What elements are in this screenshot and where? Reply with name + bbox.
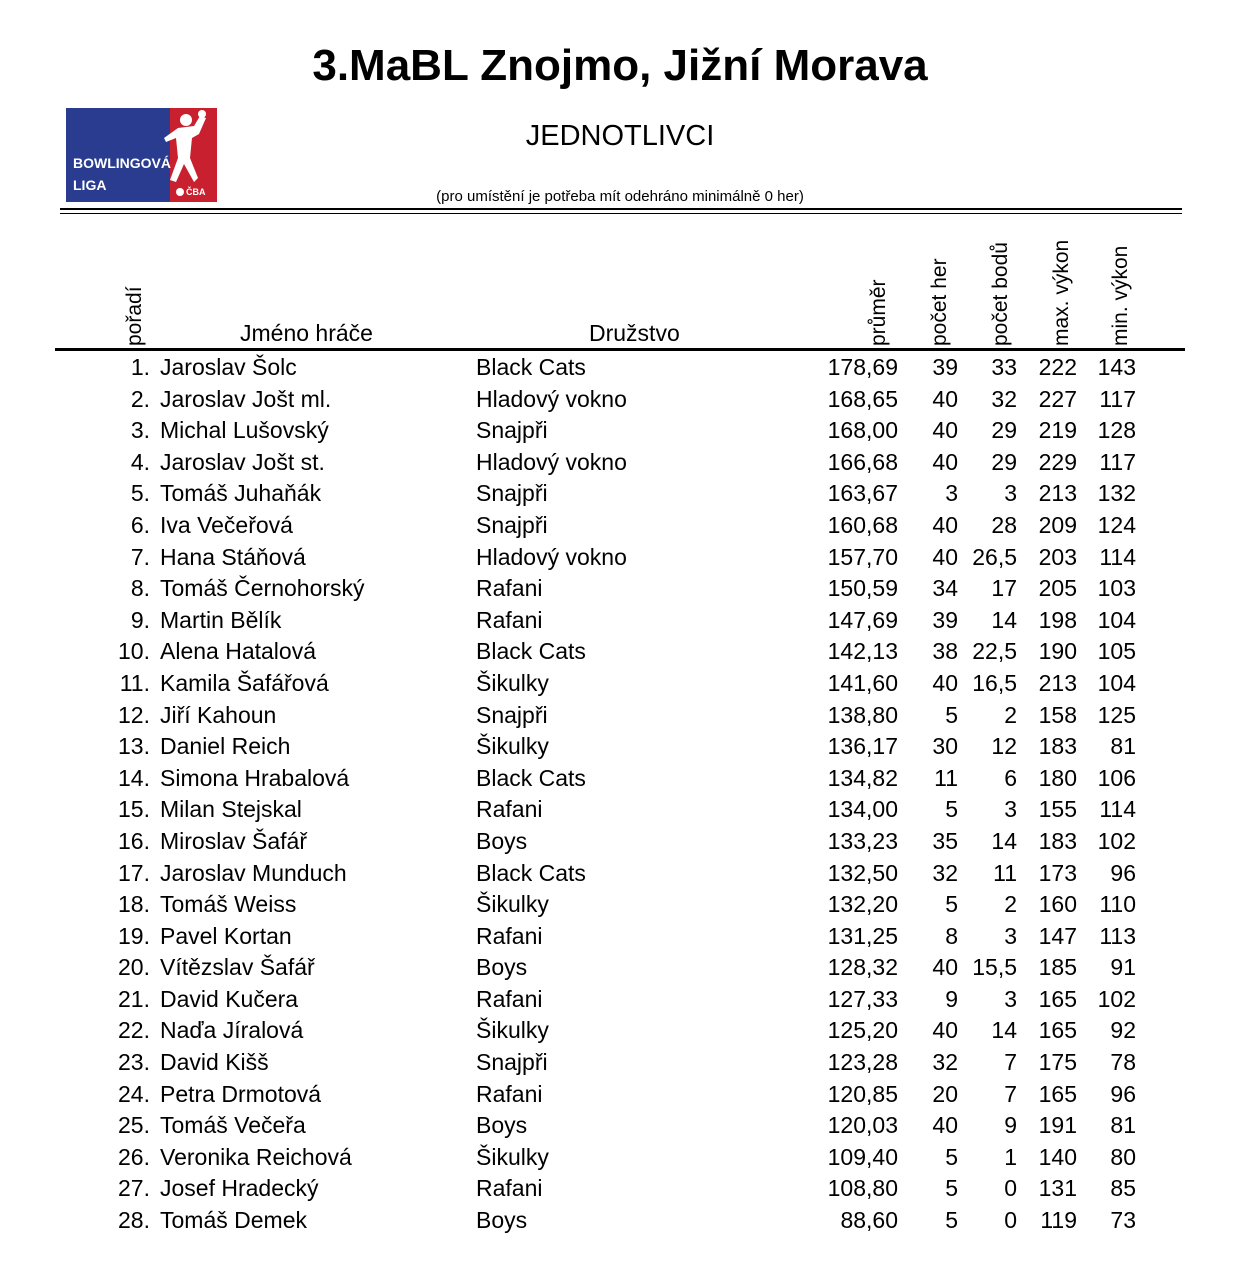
- average-cell: 147,69: [827, 606, 898, 633]
- team-cell: Hladový vokno: [476, 385, 627, 412]
- table-row: [0, 1047, 1234, 1079]
- min-score-cell: 81: [1110, 733, 1136, 760]
- average-cell: 88,60: [840, 1207, 898, 1234]
- games-cell: 39: [932, 354, 958, 380]
- table-row: [0, 858, 1234, 890]
- games-cell: 40: [932, 385, 958, 412]
- team-cell: Šikulky: [476, 733, 549, 760]
- average-cell: 150,59: [827, 575, 898, 602]
- max-score-cell: 222: [1038, 354, 1077, 380]
- rank-cell: 20.: [118, 954, 150, 981]
- points-cell: 22,5: [972, 638, 1017, 665]
- points-cell: 32: [991, 385, 1017, 412]
- max-score-cell: 165: [1038, 1080, 1077, 1107]
- points-cell: 0: [1004, 1207, 1017, 1234]
- team-cell: Boys: [476, 827, 528, 854]
- average-cell: 160,68: [827, 511, 898, 538]
- player-name-cell: Hana Stáňová: [160, 543, 306, 570]
- max-score-cell: 227: [1038, 385, 1077, 412]
- player-name-cell: Tomáš Juhaňák: [160, 480, 322, 507]
- team-cell: Boys: [476, 1207, 528, 1234]
- min-score-cell: 81: [1110, 1112, 1136, 1139]
- rank-cell: 15.: [118, 796, 150, 823]
- player-name-cell: Michal Lušovský: [160, 417, 329, 444]
- max-score-cell: 147: [1038, 922, 1077, 949]
- average-cell: 142,13: [827, 638, 898, 665]
- rank-cell: 10.: [118, 638, 150, 665]
- rank-cell: 14.: [118, 764, 150, 791]
- player-name-cell: Iva Večeřová: [160, 511, 293, 538]
- points-cell: 11: [993, 859, 1017, 886]
- table-row: [0, 794, 1234, 826]
- points-cell: 2: [1004, 701, 1017, 728]
- team-cell: Rafani: [476, 1175, 543, 1202]
- max-score-cell: 183: [1038, 827, 1077, 854]
- min-score-cell: 114: [1099, 796, 1136, 823]
- standings-table: [0, 352, 1234, 1237]
- games-cell: 40: [932, 954, 958, 981]
- rank-cell: 7.: [130, 543, 150, 570]
- rank-cell: 17.: [118, 859, 150, 886]
- col-header-rank: pořadí: [123, 286, 146, 346]
- average-cell: 136,17: [827, 733, 898, 760]
- player-name-cell: David Kišš: [160, 1049, 269, 1076]
- games-cell: 3: [945, 480, 958, 507]
- min-score-cell: 143: [1097, 354, 1136, 380]
- team-cell: Rafani: [476, 922, 543, 949]
- average-cell: 120,03: [827, 1112, 898, 1139]
- table-row: [0, 1079, 1234, 1111]
- player-name-cell: Martin Bělík: [160, 606, 282, 633]
- max-score-cell: 131: [1038, 1175, 1077, 1202]
- points-cell: 28: [991, 511, 1017, 538]
- games-cell: 34: [932, 575, 958, 602]
- max-score-cell: 190: [1038, 638, 1077, 665]
- average-cell: 163,67: [827, 480, 898, 507]
- player-name-cell: Simona Hrabalová: [160, 764, 350, 791]
- player-name-cell: Jaroslav Jošt ml.: [160, 385, 332, 412]
- games-cell: 40: [932, 543, 958, 570]
- max-score-cell: 155: [1038, 796, 1077, 823]
- average-cell: 141,60: [827, 669, 898, 696]
- team-cell: Rafani: [476, 575, 543, 602]
- games-cell: 32: [932, 1049, 958, 1076]
- team-cell: Snajpři: [476, 701, 548, 728]
- points-cell: 2: [1004, 891, 1017, 918]
- player-name-cell: Jiří Kahoun: [160, 701, 277, 728]
- player-name-cell: Alena Hatalová: [160, 638, 316, 665]
- games-cell: 40: [932, 1112, 958, 1139]
- rank-cell: 1.: [130, 354, 150, 380]
- team-cell: Rafani: [476, 985, 543, 1012]
- average-cell: 108,80: [827, 1175, 898, 1202]
- max-score-cell: 205: [1038, 575, 1077, 602]
- team-cell: Hladový vokno: [476, 448, 627, 475]
- average-cell: 128,32: [827, 954, 898, 981]
- player-name-cell: Jaroslav Jošt st.: [160, 448, 325, 475]
- points-cell: 7: [1004, 1049, 1017, 1076]
- games-cell: 32: [932, 859, 958, 886]
- games-cell: 30: [932, 733, 958, 760]
- team-cell: Šikulky: [476, 891, 549, 918]
- table-row: [0, 1110, 1234, 1142]
- max-score-cell: 158: [1038, 701, 1077, 728]
- table-row: [0, 510, 1234, 542]
- min-score-cell: 106: [1097, 764, 1136, 791]
- games-cell: 5: [945, 891, 958, 918]
- min-score-cell: 103: [1097, 575, 1136, 602]
- logo-badge: ČBA: [186, 187, 206, 197]
- player-name-cell: Tomáš Demek: [160, 1207, 307, 1234]
- points-cell: 16,5: [972, 669, 1017, 696]
- min-score-cell: 125: [1097, 701, 1136, 728]
- games-cell: 11: [934, 764, 958, 791]
- points-cell: 9: [1004, 1112, 1017, 1139]
- rank-cell: 26.: [118, 1143, 150, 1170]
- min-score-cell: 128: [1097, 417, 1136, 444]
- table-row: [0, 700, 1234, 732]
- table-row: [0, 415, 1234, 447]
- team-cell: Black Cats: [476, 859, 586, 886]
- average-cell: 168,65: [827, 385, 898, 412]
- col-header-min: min. výkon: [1109, 245, 1132, 346]
- team-cell: Snajpři: [476, 480, 548, 507]
- rank-cell: 18.: [118, 891, 150, 918]
- rank-cell: 8.: [130, 575, 150, 602]
- games-cell: 5: [945, 1207, 958, 1234]
- rank-cell: 13.: [118, 733, 150, 760]
- games-cell: 8: [945, 922, 958, 949]
- max-score-cell: 165: [1038, 985, 1077, 1012]
- points-cell: 14: [991, 827, 1017, 854]
- player-name-cell: Naďa Jíralová: [160, 1017, 304, 1044]
- max-score-cell: 140: [1038, 1143, 1077, 1170]
- max-score-cell: 213: [1038, 480, 1077, 507]
- min-score-cell: 73: [1110, 1207, 1136, 1234]
- rank-cell: 25.: [118, 1112, 150, 1139]
- points-cell: 3: [1004, 796, 1017, 823]
- table-row: [0, 573, 1234, 605]
- points-cell: 17: [991, 575, 1017, 602]
- games-cell: 5: [945, 1175, 958, 1202]
- min-score-cell: 91: [1110, 954, 1136, 981]
- page-title: 3.MaBL Znojmo, Jižní Morava: [312, 41, 928, 90]
- max-score-cell: 173: [1038, 859, 1077, 886]
- col-header-name: Jméno hráče: [240, 320, 373, 346]
- min-score-cell: 117: [1099, 385, 1136, 412]
- min-score-cell: 132: [1097, 480, 1136, 507]
- rank-cell: 21.: [118, 985, 150, 1012]
- average-cell: 134,82: [827, 764, 898, 791]
- team-cell: Black Cats: [476, 354, 586, 380]
- max-score-cell: 198: [1038, 606, 1077, 633]
- games-cell: 35: [932, 827, 958, 854]
- team-cell: Hladový vokno: [476, 543, 627, 570]
- team-cell: Black Cats: [476, 764, 586, 791]
- team-cell: Šikulky: [476, 1017, 549, 1044]
- max-score-cell: 175: [1038, 1049, 1077, 1076]
- player-name-cell: Josef Hradecký: [160, 1175, 319, 1202]
- logo-line-1: BOWLINGOVÁ: [73, 155, 171, 171]
- player-name-cell: Vítězslav Šafář: [160, 954, 315, 981]
- min-score-cell: 85: [1110, 1175, 1136, 1202]
- rank-cell: 23.: [118, 1049, 150, 1076]
- max-score-cell: 160: [1038, 891, 1077, 918]
- max-score-cell: 213: [1038, 669, 1077, 696]
- games-cell: 9: [945, 985, 958, 1012]
- average-cell: 133,23: [827, 827, 898, 854]
- table-row: [0, 763, 1234, 795]
- page-subtitle: JEDNOTLIVCI: [525, 120, 715, 152]
- games-cell: 40: [932, 511, 958, 538]
- player-name-cell: Jaroslav Munduch: [160, 859, 347, 886]
- team-cell: Boys: [476, 1112, 528, 1139]
- team-cell: Snajpři: [476, 417, 548, 444]
- min-score-cell: 80: [1110, 1143, 1136, 1170]
- table-row: [0, 384, 1234, 416]
- average-cell: 120,85: [827, 1080, 898, 1107]
- player-name-cell: Milan Stejskal: [160, 796, 302, 823]
- rank-cell: 27.: [118, 1175, 150, 1202]
- max-score-cell: 119: [1040, 1207, 1077, 1234]
- table-row: [0, 352, 1234, 384]
- games-cell: 40: [932, 1017, 958, 1044]
- table-row: [0, 984, 1234, 1016]
- max-score-cell: 180: [1038, 764, 1077, 791]
- table-row: [0, 478, 1234, 510]
- table-row: [0, 1205, 1234, 1237]
- average-cell: 127,33: [827, 985, 898, 1012]
- player-name-cell: Petra Drmotová: [160, 1080, 322, 1107]
- min-score-cell: 78: [1110, 1049, 1136, 1076]
- min-score-cell: 105: [1097, 638, 1136, 665]
- games-cell: 5: [945, 701, 958, 728]
- min-score-cell: 114: [1099, 543, 1136, 570]
- team-cell: Šikulky: [476, 1143, 549, 1170]
- average-cell: 134,00: [827, 796, 898, 823]
- points-cell: 12: [991, 733, 1017, 760]
- table-row: [0, 1173, 1234, 1205]
- col-header-points: počet bodů: [989, 242, 1012, 346]
- table-row: [0, 952, 1234, 984]
- games-cell: 20: [932, 1080, 958, 1107]
- rank-cell: 5.: [130, 480, 150, 507]
- points-cell: 0: [1004, 1175, 1017, 1202]
- player-name-cell: Veronika Reichová: [160, 1143, 352, 1170]
- min-score-cell: 96: [1110, 859, 1136, 886]
- table-row: [0, 447, 1234, 479]
- max-score-cell: 185: [1038, 954, 1077, 981]
- table-row: [0, 1015, 1234, 1047]
- games-cell: 40: [932, 448, 958, 475]
- team-cell: Snajpři: [476, 1049, 548, 1076]
- games-cell: 40: [932, 669, 958, 696]
- player-name-cell: Jaroslav Šolc: [160, 354, 297, 380]
- max-score-cell: 229: [1038, 448, 1077, 475]
- min-score-cell: 104: [1097, 606, 1136, 633]
- team-cell: Black Cats: [476, 638, 586, 665]
- games-cell: 40: [932, 417, 958, 444]
- table-row: [0, 542, 1234, 574]
- max-score-cell: 219: [1038, 417, 1077, 444]
- points-cell: 14: [991, 606, 1017, 633]
- player-name-cell: Tomáš Večeřa: [160, 1112, 306, 1139]
- min-score-cell: 124: [1097, 511, 1136, 538]
- rank-cell: 3.: [130, 417, 150, 444]
- average-cell: 157,70: [827, 543, 898, 570]
- average-cell: 123,28: [827, 1049, 898, 1076]
- average-cell: 178,69: [827, 354, 898, 380]
- points-cell: 3: [1004, 922, 1017, 949]
- min-score-cell: 117: [1099, 448, 1136, 475]
- points-cell: 29: [991, 417, 1017, 444]
- player-name-cell: Pavel Kortan: [160, 922, 292, 949]
- col-header-max: max. výkon: [1050, 239, 1073, 346]
- col-header-games: počet her: [928, 258, 951, 346]
- average-cell: 138,80: [827, 701, 898, 728]
- points-cell: 3: [1004, 480, 1017, 507]
- rank-cell: 28.: [118, 1207, 150, 1234]
- table-row: [0, 636, 1234, 668]
- team-cell: Rafani: [476, 1080, 543, 1107]
- average-cell: 131,25: [827, 922, 898, 949]
- team-cell: Rafani: [476, 606, 543, 633]
- player-name-cell: Miroslav Šafář: [160, 827, 307, 854]
- points-cell: 29: [991, 448, 1017, 475]
- table-row: [0, 889, 1234, 921]
- rank-cell: 24.: [118, 1080, 150, 1107]
- table-row: [0, 731, 1234, 763]
- max-score-cell: 209: [1038, 511, 1077, 538]
- table-row: [0, 605, 1234, 637]
- table-row: [0, 1142, 1234, 1174]
- team-cell: Boys: [476, 954, 528, 981]
- games-cell: 5: [945, 796, 958, 823]
- player-name-cell: Kamila Šafářová: [160, 669, 329, 696]
- average-cell: 166,68: [827, 448, 898, 475]
- rank-cell: 2.: [130, 385, 150, 412]
- min-score-cell: 104: [1097, 669, 1136, 696]
- min-score-cell: 102: [1097, 827, 1136, 854]
- table-header-rule: [55, 348, 1185, 351]
- rank-cell: 16.: [118, 827, 150, 854]
- points-cell: 26,5: [972, 543, 1017, 570]
- max-score-cell: 165: [1038, 1017, 1077, 1044]
- min-score-cell: 113: [1099, 922, 1136, 949]
- points-cell: 15,5: [972, 954, 1017, 981]
- player-name-cell: Daniel Reich: [160, 733, 291, 760]
- average-cell: 168,00: [827, 417, 898, 444]
- points-cell: 1: [1004, 1143, 1017, 1170]
- col-header-team: Družstvo: [589, 320, 680, 346]
- rank-cell: 6.: [130, 511, 150, 538]
- games-cell: 38: [932, 638, 958, 665]
- min-score-cell: 110: [1099, 891, 1136, 918]
- max-score-cell: 191: [1038, 1112, 1077, 1139]
- rank-cell: 11.: [119, 669, 150, 696]
- rank-cell: 19.: [118, 922, 150, 949]
- games-cell: 39: [932, 606, 958, 633]
- min-score-cell: 102: [1097, 985, 1136, 1012]
- points-cell: 33: [991, 354, 1017, 380]
- player-name-cell: David Kučera: [160, 985, 299, 1012]
- points-cell: 7: [1004, 1080, 1017, 1107]
- points-cell: 6: [1004, 764, 1017, 791]
- average-cell: 125,20: [827, 1017, 898, 1044]
- points-cell: 14: [991, 1017, 1017, 1044]
- table-row: [0, 668, 1234, 700]
- team-cell: Snajpři: [476, 511, 548, 538]
- table-row: [0, 826, 1234, 858]
- min-score-cell: 96: [1110, 1080, 1136, 1107]
- player-name-cell: Tomáš Černohorský: [160, 575, 365, 602]
- min-score-cell: 92: [1110, 1017, 1136, 1044]
- games-cell: 5: [945, 1143, 958, 1170]
- player-name-cell: Tomáš Weiss: [160, 891, 297, 918]
- max-score-cell: 183: [1038, 733, 1077, 760]
- rank-cell: 22.: [118, 1017, 150, 1044]
- max-score-cell: 203: [1038, 543, 1077, 570]
- average-cell: 132,50: [827, 859, 898, 886]
- rank-cell: 9.: [130, 606, 150, 633]
- table-row: [0, 921, 1234, 953]
- average-cell: 132,20: [827, 891, 898, 918]
- rank-cell: 4.: [130, 448, 150, 475]
- points-cell: 3: [1004, 985, 1017, 1012]
- team-cell: Šikulky: [476, 669, 549, 696]
- average-cell: 109,40: [827, 1143, 898, 1170]
- rank-cell: 12.: [118, 701, 150, 728]
- team-cell: Rafani: [476, 796, 543, 823]
- col-header-average: průměr: [867, 279, 890, 346]
- logo-line-2: LIGA: [73, 177, 107, 193]
- qualification-note: (pro umístění je potřeba mít odehráno minimálně 0 her): [436, 188, 804, 205]
